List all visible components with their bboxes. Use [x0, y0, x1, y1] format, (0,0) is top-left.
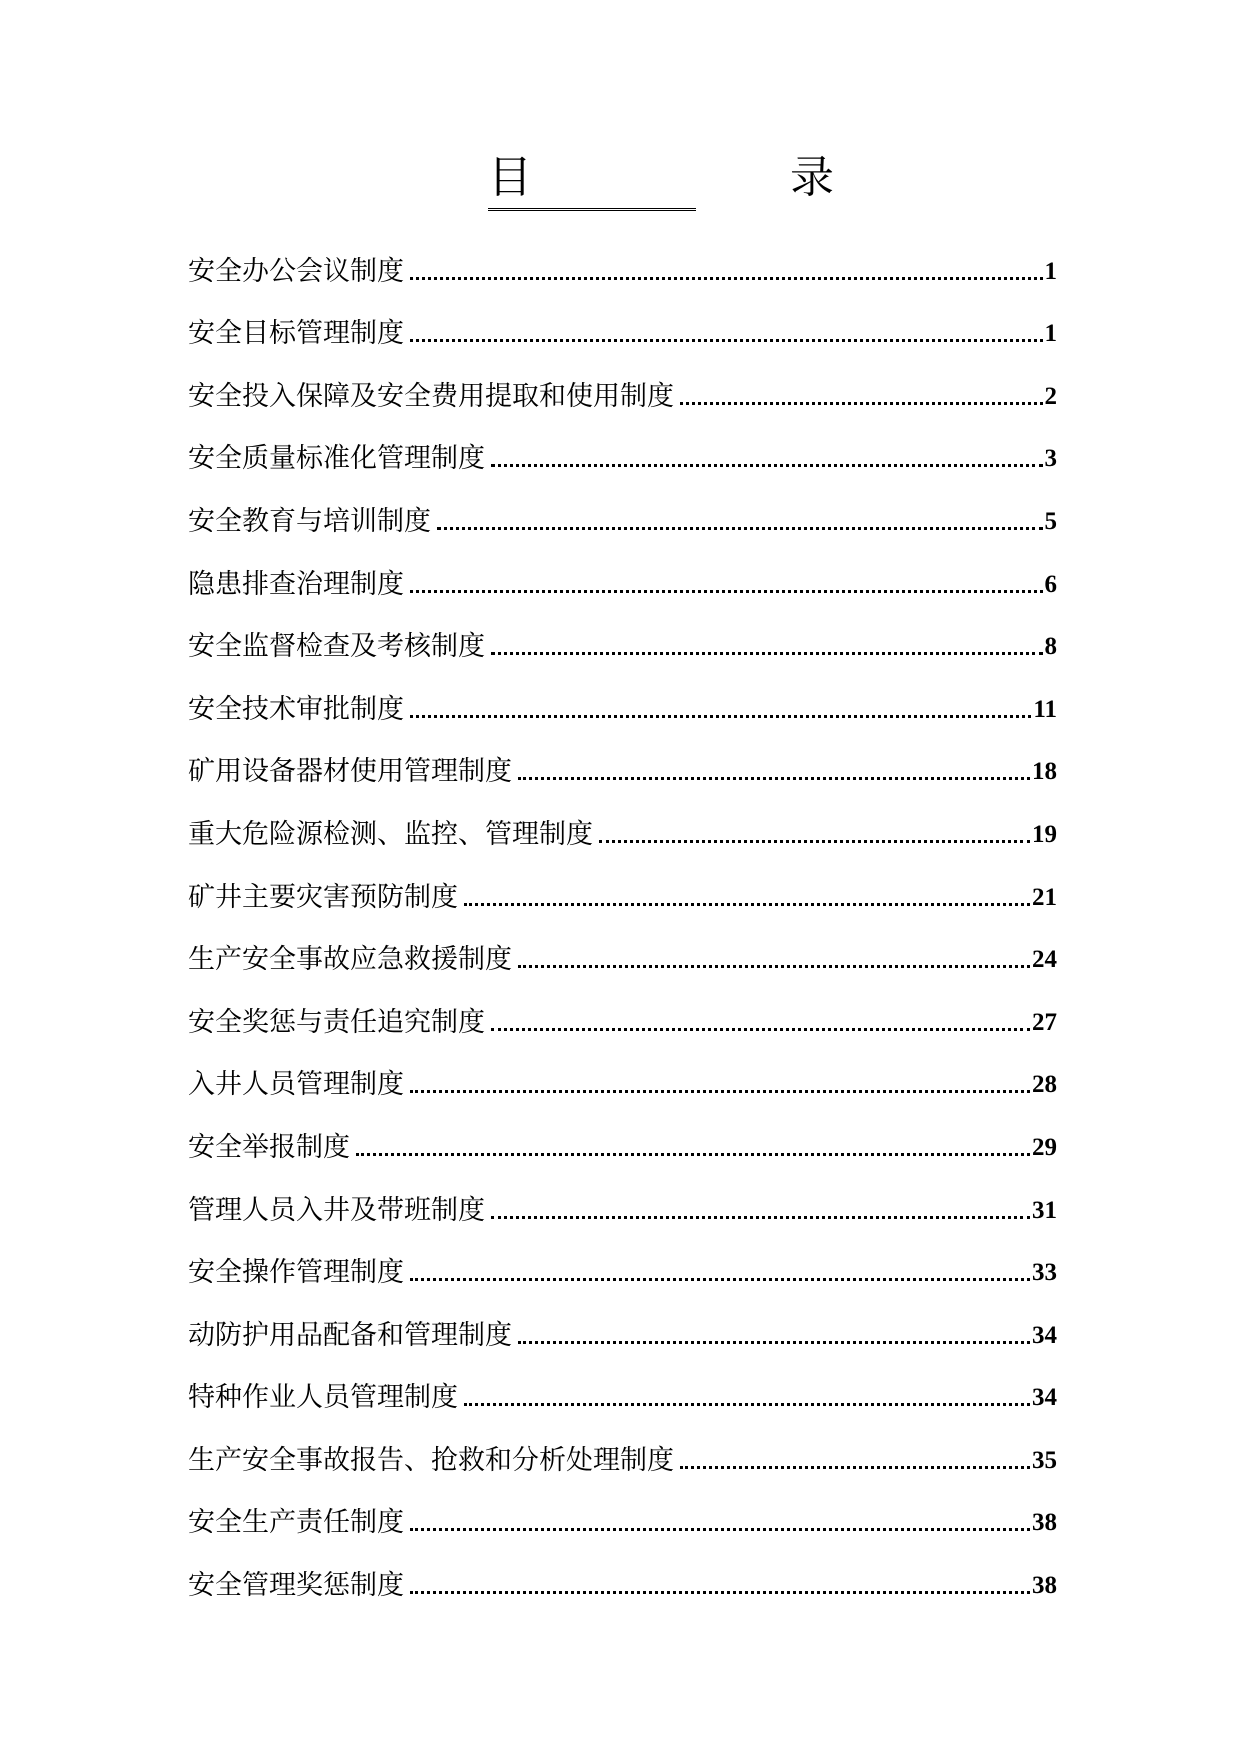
- toc-entry-label: 安全举报制度: [188, 1131, 350, 1163]
- toc-entry[interactable]: [188, 1040, 1057, 1103]
- toc-entry[interactable]: [188, 1415, 1057, 1478]
- toc-entry-label: 矿用设备器材使用管理制度: [188, 756, 512, 788]
- toc-entry-label: 安全技术审批制度: [188, 693, 404, 725]
- toc-entry[interactable]: [188, 852, 1057, 915]
- toc-page-number: 33: [1032, 1259, 1057, 1287]
- toc-entry-label: 安全奖惩与责任追究制度: [188, 1006, 485, 1038]
- toc-entry[interactable]: [188, 1353, 1057, 1416]
- toc-entry[interactable]: [188, 1228, 1057, 1291]
- toc-entry-label: 安全监督检查及考核制度: [188, 631, 485, 663]
- toc-page-number: 28: [1032, 1071, 1057, 1099]
- dot-leader: [356, 1153, 1030, 1156]
- toc-page-number: 24: [1032, 946, 1057, 974]
- toc-page-number: 1: [1044, 320, 1057, 348]
- toc-page-number: 3: [1044, 445, 1057, 473]
- toc-entry-label: 安全教育与培训制度: [188, 505, 431, 537]
- toc-entry[interactable]: [188, 226, 1057, 289]
- toc-entry-label: 安全管理奖惩制度: [188, 1570, 404, 1602]
- dot-leader: [410, 1090, 1030, 1093]
- toc-entry-label: 安全投入保障及安全费用提取和使用制度: [188, 380, 674, 412]
- toc-page-number: 18: [1032, 758, 1057, 786]
- dot-leader: [491, 464, 1043, 467]
- toc-page-number: 1: [1044, 257, 1057, 285]
- toc-page-number: 19: [1032, 820, 1057, 848]
- toc-entry-label: 安全质量标准化管理制度: [188, 443, 485, 475]
- dot-leader: [464, 903, 1030, 906]
- dot-leader: [410, 1528, 1030, 1531]
- toc-page-number: 38: [1032, 1572, 1057, 1600]
- toc-entry-label: 管理人员入井及带班制度: [188, 1194, 485, 1226]
- toc-entry-label: 安全操作管理制度: [188, 1257, 404, 1289]
- toc-entry-label: 重大危险源检测、监控、管理制度: [188, 818, 593, 850]
- dot-leader: [518, 1341, 1030, 1344]
- dot-leader: [518, 965, 1030, 968]
- toc-entry-label: 生产安全事故报告、抢救和分析处理制度: [188, 1444, 674, 1476]
- dot-leader: [410, 590, 1043, 593]
- toc-entry-label: 生产安全事故应急救援制度: [188, 944, 512, 976]
- toc-entry[interactable]: [188, 414, 1057, 477]
- toc-page-number: 11: [1033, 695, 1057, 723]
- toc-entry-label: 安全目标管理制度: [188, 318, 404, 350]
- dot-leader: [410, 277, 1043, 280]
- toc-entry[interactable]: [188, 476, 1057, 539]
- toc-entry[interactable]: [188, 602, 1057, 665]
- dot-leader: [437, 527, 1043, 530]
- toc-entry[interactable]: [188, 1102, 1057, 1165]
- toc-entry[interactable]: [188, 1290, 1057, 1353]
- toc-page-number: 6: [1044, 570, 1057, 598]
- toc-entry[interactable]: [188, 977, 1057, 1040]
- toc-entry[interactable]: [188, 539, 1057, 602]
- toc-entry-label: 安全办公会议制度: [188, 255, 404, 287]
- toc-page-number: 34: [1032, 1321, 1057, 1349]
- toc-entry[interactable]: [188, 789, 1057, 852]
- toc-page-number: 8: [1044, 633, 1057, 661]
- toc-entry[interactable]: [188, 289, 1057, 352]
- dot-leader: [410, 1591, 1030, 1594]
- toc-entry[interactable]: [188, 1165, 1057, 1228]
- toc-page-number: 27: [1032, 1008, 1057, 1036]
- toc-entry-label: 隐患排查治理制度: [188, 568, 404, 600]
- toc-page-number: 29: [1032, 1133, 1057, 1161]
- dot-leader: [410, 1278, 1030, 1281]
- dot-leader: [599, 840, 1030, 843]
- toc-entry[interactable]: [188, 351, 1057, 414]
- toc-entry-label: 安全生产责任制度: [188, 1507, 404, 1539]
- toc-entry[interactable]: [188, 915, 1057, 978]
- toc-entry-label: 入井人员管理制度: [188, 1069, 404, 1101]
- toc-entry[interactable]: [188, 1540, 1057, 1603]
- dot-leader: [518, 777, 1030, 780]
- dot-leader: [680, 402, 1043, 405]
- toc-page-number: 2: [1044, 382, 1057, 410]
- dot-leader: [410, 339, 1043, 342]
- toc-title: 目 录: [488, 152, 696, 211]
- dot-leader: [491, 652, 1043, 655]
- dot-leader: [464, 1403, 1030, 1406]
- toc-entry-label: 矿井主要灾害预防制度: [188, 881, 458, 913]
- toc-page-number: 5: [1044, 507, 1057, 535]
- dot-leader: [491, 1028, 1030, 1031]
- toc-entry[interactable]: [188, 664, 1057, 727]
- toc-page-number: 38: [1032, 1509, 1057, 1537]
- toc-entry-label: 特种作业人员管理制度: [188, 1382, 458, 1414]
- toc-entry[interactable]: [188, 727, 1057, 790]
- toc-entry-label: 动防护用品配备和管理制度: [188, 1319, 512, 1351]
- dot-leader: [680, 1466, 1030, 1469]
- dot-leader: [410, 715, 1031, 718]
- dot-leader: [491, 1216, 1030, 1219]
- toc-page-number: 35: [1032, 1446, 1057, 1474]
- toc-list: [188, 226, 1057, 1603]
- toc-page-number: 21: [1032, 883, 1057, 911]
- toc-entry[interactable]: [188, 1478, 1057, 1541]
- toc-page-number: 31: [1032, 1196, 1057, 1224]
- toc-page-number: 34: [1032, 1384, 1057, 1412]
